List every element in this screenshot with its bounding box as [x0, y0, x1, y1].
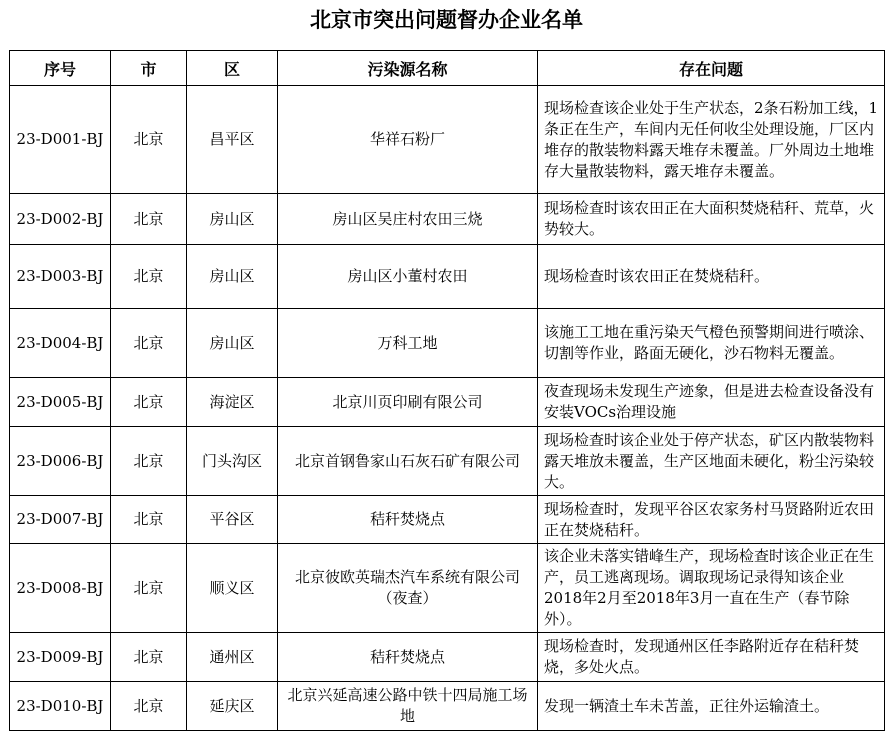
district-cell: 延庆区: [187, 682, 278, 731]
district-cell: 房山区: [187, 309, 278, 378]
source-cell: 北京兴延高速公路中铁十四局施工场地: [278, 682, 538, 731]
city-cell: 北京: [111, 633, 187, 682]
city-cell: 北京: [111, 496, 187, 544]
seq-cell: 23-D001-BJ: [10, 86, 111, 194]
source-cell: 北京首钢鲁家山石灰石矿有限公司: [278, 427, 538, 496]
district-cell: 昌平区: [187, 86, 278, 194]
source-cell: 北京彼欧英瑞杰汽车系统有限公司（夜查）: [278, 544, 538, 633]
source-cell: 华祥石粉厂: [278, 86, 538, 194]
seq-cell: 23-D005-BJ: [10, 378, 111, 427]
issue-cell: 现场检查时该农田正在大面积焚烧秸秆、荒草，火势较大。: [538, 194, 885, 245]
city-cell: 北京: [111, 194, 187, 245]
seq-cell: 23-D008-BJ: [10, 544, 111, 633]
district-cell: 门头沟区: [187, 427, 278, 496]
header-district: 区: [187, 51, 278, 86]
seq-cell: 23-D007-BJ: [10, 496, 111, 544]
table-row: [10, 86, 885, 194]
source-cell: 北京川页印刷有限公司: [278, 378, 538, 427]
seq-cell: 23-D009-BJ: [10, 633, 111, 682]
issue-cell: 现场检查时该企业处于停产状态，矿区内散装物料露天堆放未覆盖，生产区地面未硬化，粉尘污染较大。: [538, 427, 885, 496]
seq-cell: 23-D004-BJ: [10, 309, 111, 378]
issue-cell: 现场检查时该农田正在焚烧秸秆。: [538, 245, 885, 309]
header-city: 市: [111, 51, 187, 86]
issue-cell: 现场检查该企业处于生产状态，2条石粉加工线，1条正在生产，车间内无任何收尘处理设施，厂区内堆存的散装物料露天堆存未覆盖。厂外周边土地堆存大量散装物料，露天堆存未覆盖。: [538, 86, 885, 194]
city-cell: 北京: [111, 309, 187, 378]
table-header-row: [10, 51, 885, 86]
city-cell: 北京: [111, 544, 187, 633]
header-seq: 序号: [10, 51, 111, 86]
enterprise-table: [9, 50, 885, 731]
table-row: [10, 682, 885, 731]
city-cell: 北京: [111, 245, 187, 309]
table-row: [10, 496, 885, 544]
district-cell: 通州区: [187, 633, 278, 682]
table-row: [10, 544, 885, 633]
issue-cell: 夜查现场未发现生产迹象，但是进去检查设备没有安装VOCs治理设施: [538, 378, 885, 427]
seq-cell: 23-D010-BJ: [10, 682, 111, 731]
table-row: [10, 194, 885, 245]
table-row: [10, 427, 885, 496]
issue-cell: 现场检查时，发现平谷区农家务村马贤路附近农田正在焚烧秸秆。: [538, 496, 885, 544]
seq-cell: 23-D002-BJ: [10, 194, 111, 245]
source-cell: 房山区小董村农田: [278, 245, 538, 309]
seq-cell: 23-D003-BJ: [10, 245, 111, 309]
district-cell: 平谷区: [187, 496, 278, 544]
table-row: [10, 633, 885, 682]
source-cell: 万科工地: [278, 309, 538, 378]
table-row: [10, 245, 885, 309]
city-cell: 北京: [111, 378, 187, 427]
district-cell: 海淀区: [187, 378, 278, 427]
issue-cell: 该企业未落实错峰生产，现场检查时该企业正在生产，员工逃离现场。调取现场记录得知该企业2018年2月至2018年3月一直在生产（春节除外）。: [538, 544, 885, 633]
table-row: [10, 378, 885, 427]
source-cell: 房山区吴庄村农田三烧: [278, 194, 538, 245]
header-issue: 存在问题: [538, 51, 885, 86]
district-cell: 顺义区: [187, 544, 278, 633]
page-title: 北京市突出问题督办企业名单: [310, 8, 583, 32]
table-row: [10, 309, 885, 378]
issue-cell: 发现一辆渣土车未苫盖，正往外运输渣土。: [538, 682, 885, 731]
header-source: 污染源名称: [278, 51, 538, 86]
city-cell: 北京: [111, 682, 187, 731]
source-cell: 秸秆焚烧点: [278, 496, 538, 544]
city-cell: 北京: [111, 86, 187, 194]
issue-cell: 该施工工地在重污染天气橙色预警期间进行喷涂、切割等作业，路面无硬化，沙石物料无覆盖。: [538, 309, 885, 378]
issue-cell: 现场检查时，发现通州区任李路附近存在秸秆焚烧，多处火点。: [538, 633, 885, 682]
city-cell: 北京: [111, 427, 187, 496]
seq-cell: 23-D006-BJ: [10, 427, 111, 496]
district-cell: 房山区: [187, 194, 278, 245]
district-cell: 房山区: [187, 245, 278, 309]
source-cell: 秸秆焚烧点: [278, 633, 538, 682]
